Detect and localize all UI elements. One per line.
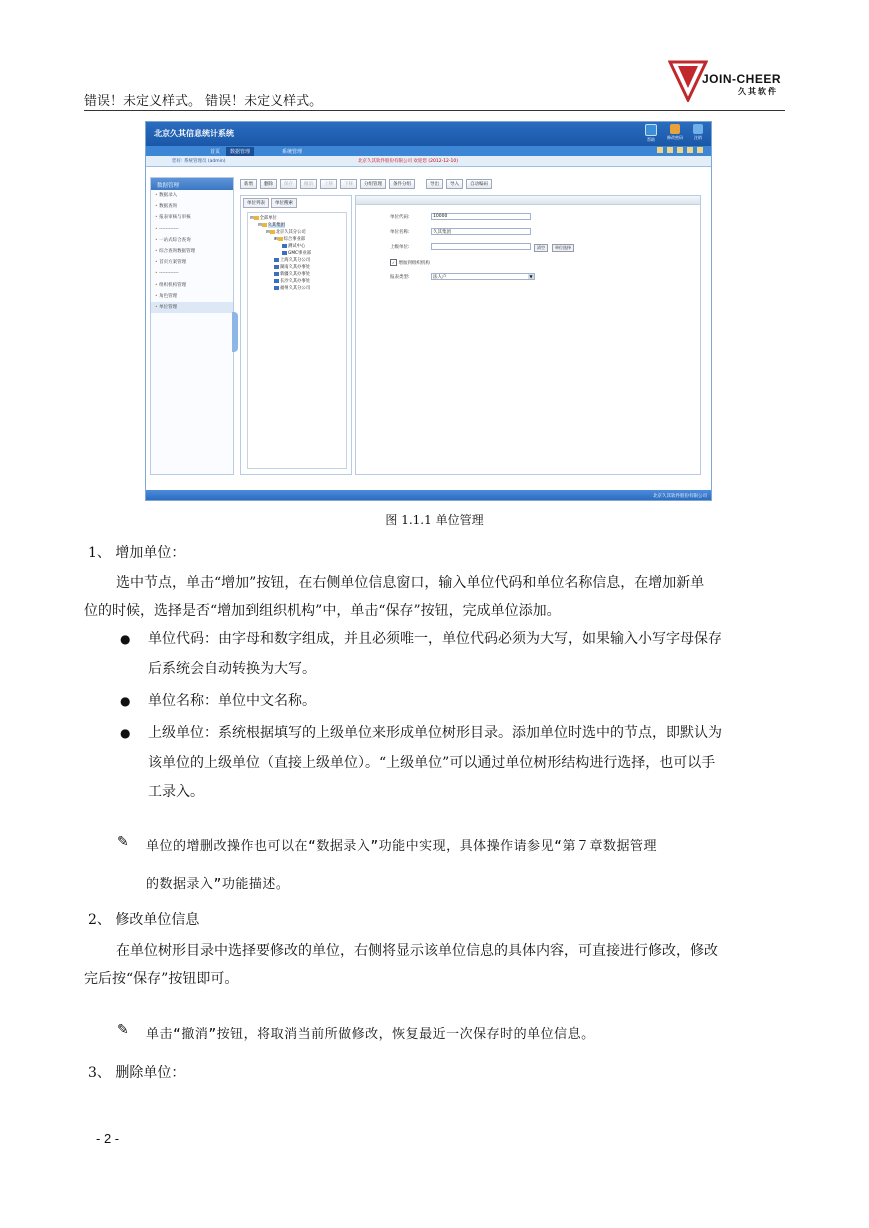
user-icon[interactable] (697, 147, 703, 153)
unit-name-label: 单位名称: (390, 230, 410, 235)
company-logo (668, 58, 788, 102)
sidebar-item-unit-mgmt[interactable]: • 单位管理 (151, 302, 233, 313)
tree-node[interactable]: ⊞ 综合事业部 (274, 237, 306, 242)
unit-icon (274, 265, 279, 269)
unit-name-input[interactable]: 久其集团 (431, 228, 531, 235)
note-2-line1: 单击“撤消”按钮，将取消当前所做修改，恢复最近一次保存时的单位信息。 (146, 1027, 595, 1042)
sidebar-item-query-data-mgmt[interactable]: • 综合查询数据管理 (155, 248, 196, 254)
sidebar-item-org-mgmt[interactable]: • 组织机构管理 (155, 282, 187, 288)
add-to-org-label: 增加到组织机构 (398, 261, 430, 266)
unit-code-input[interactable]: 10000 (431, 213, 531, 220)
section-2-para-line2: 完后按“保存”按钮即可。 (84, 971, 239, 987)
home-icon[interactable] (657, 147, 663, 153)
folder-icon (278, 237, 283, 241)
save-button[interactable]: 保存 (280, 179, 297, 189)
logo-text: JOIN-CHEER (702, 72, 782, 86)
info-bar (146, 156, 711, 167)
unit-icon (274, 272, 279, 276)
tree-node[interactable]: ⊟ 久其集团 (258, 223, 285, 228)
unit-icon (274, 279, 279, 283)
section-1-heading: 1、 增加单位： (88, 545, 186, 561)
tree-node[interactable]: 湖南久其办事处 (274, 264, 310, 270)
note-pencil-icon: ✎ (117, 834, 129, 850)
note-1-line1: 单位的增删改操作也可以在“数据录入”功能中实现，具体操作请参见“第７章数据管理 (146, 839, 657, 854)
logo-subtext: 久其软件 (738, 87, 778, 96)
change-password-button[interactable] (667, 124, 683, 143)
bullet-1-line2: 后系统会自动转换为大写。 (148, 661, 316, 677)
lock-icon (670, 124, 680, 134)
delete-button[interactable]: 删除 (260, 179, 277, 189)
undo-button[interactable]: 撤消 (300, 179, 317, 189)
nav-icon-group (657, 147, 703, 153)
logout-label: 注销 (694, 135, 702, 140)
tree-node[interactable]: 测试中心 (282, 243, 305, 249)
move-down-button[interactable]: 下移 (340, 179, 357, 189)
parent-unit-input[interactable] (431, 243, 531, 250)
toolbar (240, 179, 492, 189)
sidebar-separator: • ------------ (155, 226, 179, 232)
welcome-text: 北京久其软件股份有限公司 欢迎您 (2012-12-10) (358, 159, 459, 164)
sidebar-item-one-stop-query[interactable]: • 一站式综合查询 (155, 237, 191, 243)
sidebar-item-report-audit[interactable]: • 报表审核与审核 (155, 215, 191, 221)
unit-tree (247, 212, 347, 469)
section-1-para-line1: 选中节点，单击“增加”按钮，在右侧单位信息窗口，输入单位代码和单位名称信息，在增加新单 (116, 575, 705, 591)
unit-icon (274, 286, 279, 290)
clear-button[interactable]: 清空 (534, 244, 548, 252)
app-footer (146, 490, 711, 500)
move-up-button[interactable]: 上移 (320, 179, 337, 189)
tree-node[interactable]: ⊟ 全部单位 (250, 216, 277, 221)
change-password-label: 修改密码 (667, 135, 683, 140)
mail-icon[interactable] (667, 147, 673, 153)
group-manage-button[interactable]: 分组管理 (360, 179, 386, 189)
import-button[interactable]: 导入 (446, 179, 463, 189)
unit-info-panel (355, 195, 701, 475)
sidebar-item-homepage-scheme[interactable]: • 首页方案管理 (155, 260, 187, 266)
unit-info-panel-header (356, 196, 700, 205)
figure-caption: 图 1.1.1 单位管理 (385, 513, 484, 527)
sidebar-collapse-handle[interactable] (232, 312, 238, 352)
bullet-icon: ● (120, 694, 131, 708)
bullet-3-line1: 上级单位：系统根据填写的上级单位来形成单位树形目录。添加单位时选中的节点，即默认为 (148, 725, 722, 741)
bullet-1-line1: 单位代码：由字母和数字组成，并且必须唯一，单位代码必须为大写，如果输入小写字母保存 (148, 631, 722, 647)
tree-node[interactable]: 福州久其分公司 (274, 285, 310, 291)
footer-text: 北京久其软件股份有限公司 (653, 494, 707, 499)
section-3-heading: 3、 删除单位： (88, 1065, 186, 1081)
sidebar-separator: • ------------ (155, 271, 179, 277)
app-screenshot (145, 121, 712, 501)
bullet-2-line1: 单位名称：单位中文名称。 (148, 693, 316, 709)
unit-icon (274, 258, 279, 262)
folder-icon (254, 216, 259, 220)
tree-node[interactable]: 上海久其分公司 (274, 257, 310, 263)
app-title: 北京久其信息统计系统 (154, 129, 234, 138)
unit-tree-panel (240, 195, 352, 475)
unit-icon (282, 244, 287, 248)
page-number: - 2 - (96, 1131, 120, 1146)
sidebar-item-role-mgmt[interactable]: • 角色管理 (155, 293, 178, 299)
app-titlebar (146, 122, 711, 146)
header-divider (84, 110, 785, 111)
nav-home[interactable]: 首页 (210, 149, 221, 155)
bullet-icon: ● (120, 726, 131, 740)
unit-code-label: 单位代码: (390, 215, 410, 220)
header-error-text: 错误！未定义样式。 错误！未定义样式。 (84, 94, 323, 109)
choose-unit-button[interactable]: 单位选择 (552, 244, 574, 252)
export-button[interactable]: 导出 (426, 179, 443, 189)
refresh-icon[interactable] (677, 147, 683, 153)
unit-icon (282, 251, 287, 255)
tab-unit-search[interactable]: 单位搜索 (271, 198, 297, 208)
note-pencil-icon: ✎ (117, 1022, 129, 1038)
report-type-label: 报表类型: (390, 275, 410, 280)
settings-icon[interactable] (687, 147, 693, 153)
bullet-3-line3: 工录入。 (148, 784, 204, 800)
app-navbar (146, 146, 711, 156)
add-button[interactable]: 新增 (240, 179, 257, 189)
help-label: 帮助 (647, 137, 655, 142)
report-type-select[interactable]: 法人户 ▼ (431, 273, 535, 280)
sidebar-item-data-entry[interactable]: • 数据录入 (155, 193, 178, 198)
section-2-heading: 2、 修改单位信息 (88, 912, 200, 928)
sidebar-title: 数据管理 (151, 178, 233, 190)
logout-button[interactable] (693, 124, 703, 143)
tree-node[interactable]: GMC事业部 (282, 250, 311, 256)
section-2-para-line1: 在单位树形目录中选择要修改的单位，右侧将显示该单位信息的具体内容，可直接进行修改，修改 (116, 943, 718, 959)
tree-node[interactable]: 新疆久其办事处 (274, 271, 310, 277)
help-button[interactable] (645, 124, 657, 143)
auto-code-button[interactable]: 自动编码 (466, 179, 492, 189)
folder-icon (270, 230, 275, 234)
tree-node[interactable]: 长沙久其办事处 (274, 278, 310, 284)
tree-node[interactable]: ⊟ 北京久其分公司 (266, 230, 306, 235)
condition-group-button[interactable]: 条件分组 (389, 179, 415, 189)
current-user: 您好: 系统管理员 (admin) (172, 159, 226, 164)
chevron-down-icon: ▼ (529, 274, 533, 279)
sidebar-item-data-query[interactable]: • 数据查询 (155, 204, 178, 210)
nav-data-management[interactable]: 数据管理 (226, 147, 254, 156)
monitor-icon (693, 124, 703, 134)
parent-unit-label: 上级单位: (390, 245, 410, 250)
top-icon-group (645, 124, 703, 143)
add-to-org-row (390, 259, 430, 266)
nav-system-management[interactable]: 系统管理 (282, 149, 303, 155)
section-1-para-line2: 位的时候，选择是否“增加到组织机构”中，单击“保存”按钮，完成单位添加。 (84, 603, 561, 619)
note-1-line2: 的数据录入”功能描述。 (146, 877, 290, 892)
tab-unit-list[interactable]: 单位列表 (243, 198, 269, 208)
bullet-3-line2: 该单位的上级单位（直接上级单位）。“上级单位”可以通过单位树形结构进行选择，也可以手 (148, 755, 716, 771)
folder-icon (262, 223, 267, 227)
help-icon (645, 124, 657, 136)
add-to-org-checkbox[interactable]: ✓ (391, 260, 396, 265)
sidebar (150, 177, 234, 475)
bullet-icon: ● (120, 632, 131, 646)
